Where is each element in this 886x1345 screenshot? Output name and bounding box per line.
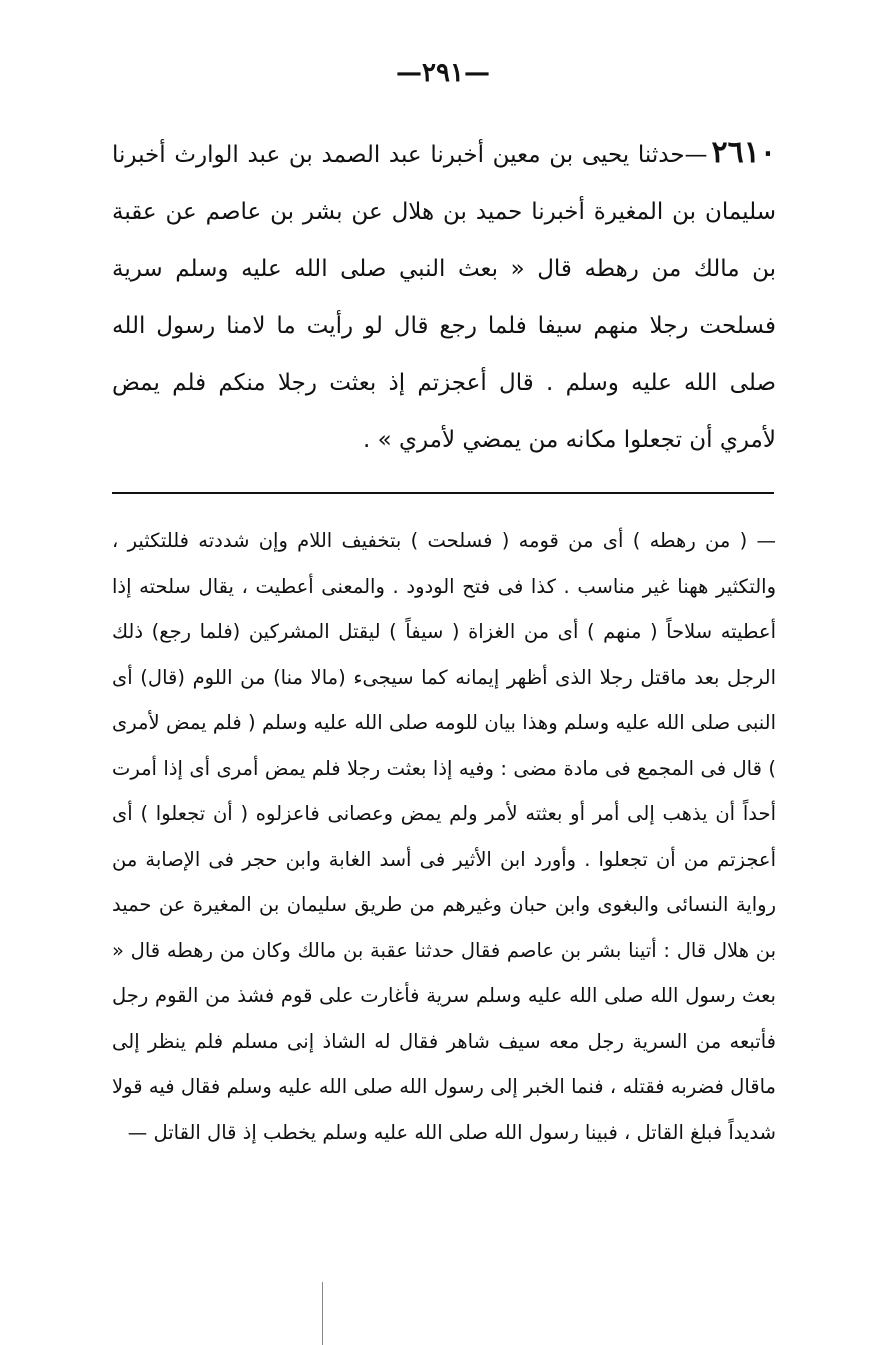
- hadith-text-block: [112, 124, 776, 469]
- commentary-text: — ( من رهطه ) أى من قومه ( فسلحت ) بتخفيف اللام وإن شددته فللتكثير ، والتكثير ههنا غير مناسب . كذا فى فتح الودود . والمعنى أعطيت ، يقال سلحته إذا أعطيته سلاحاً ( منهم ) أى من الغزاة ( سيفاً ) ليقتل المشركين (فلما رجع) ذلك الرجل بعد ماقتل رجلا الذى أظهر إيمانه كما سيجىء (مالا منا) من اللوم (قال) أى النبى صلى الله عليه وسلم وهذا بيان للومه صلى الله عليه وسلم ( فلم يمض لأمرى ) قال فى المجمع فى مادة مضى : وفيه إذا بعثت رجلا فلم يمض أمرى أى إذا أمرت أحداً أن يذهب إلى أمر أو بعثته لأمر ولم يمض وعصانى فاعزلوه ( أن تجعلوا ) أى أعجزتم من أن تجعلوا . وأورد ابن الأثير فى أسد الغابة وابن حجر فى الإصابة من رواية النسائى والبغوى وابن حبان وغيرهم من طريق سليمان بن المغيرة عن حميد بن هلال قال : أتينا بشر بن عاصم فقال حدثنا عقبة بن مالك وكان من رهطه قال « بعث رسول الله صلى الله عليه وسلم سرية فأغارت على قوم فشذ من القوم رجل فأتبعه من السرية رجل معه سيف شاهر فقال له الشاذ إنى مسلم فلم ينظر إلى ماقال فضربه فقتله ، فنما الخبر إلى رسول الله صلى الله عليه وسلم فقال فيه قولا شديداً فبلغ القاتل ، فبينا رسول الله صلى الله عليه وسلم يخطب إذ قال القاتل —: [112, 529, 776, 1144]
- footnote-divider: [112, 492, 774, 494]
- hadith-text: —حدثنا يحيى بن معين أخبرنا عبد الصمد بن عبد الوارث أخبرنا سليمان بن المغيرة أخبرنا حميد بن هلال عن بشر بن عاصم عن عقبة بن مالك من رهطه قال « بعث النبي صلى الله عليه وسلم سرية فسلحت رجلا منهم سيفا فلما رجع قال لو رأيت ما لامنا رسول الله صلى الله عليه وسلم . قال أعجزتم إذ بعثت رجلا منكم فلم يمض لأمري أن تجعلوا مكانه من يمضي لأمري » .: [112, 142, 776, 453]
- page-number: —٢٩١—: [396, 58, 490, 88]
- gutter-line: [322, 1282, 323, 1345]
- hadith-number: ٢٦١٠: [711, 135, 776, 170]
